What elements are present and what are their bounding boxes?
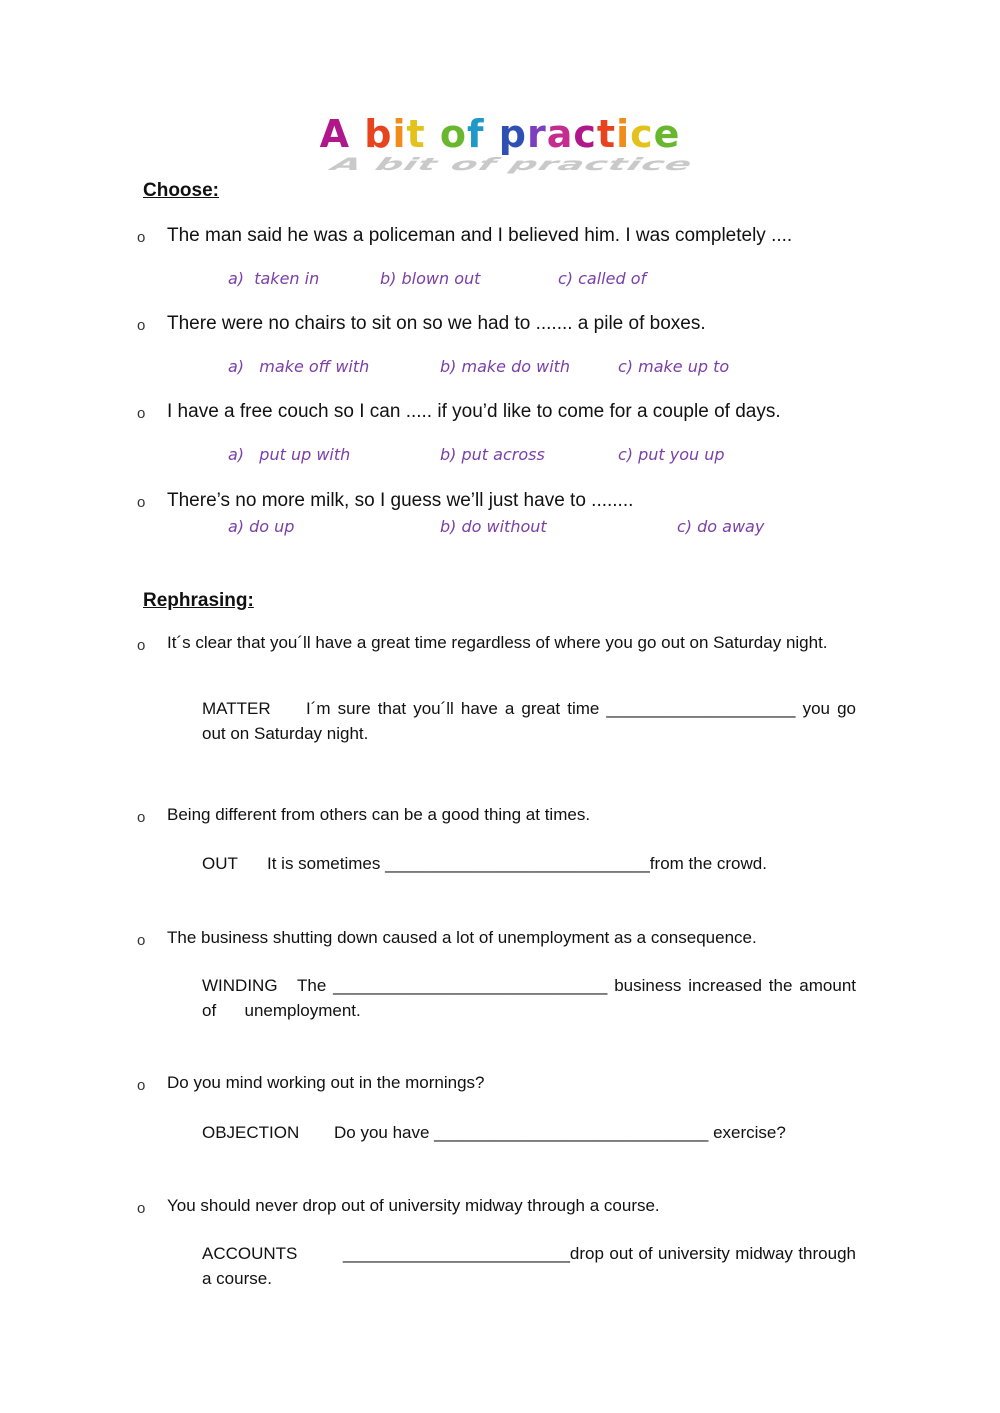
answer-text-4: Do you have _____________________________ exercise? (334, 1123, 786, 1142)
title-letter: A (319, 112, 350, 156)
choose-question-1: The man said he was a policeman and I believed him. I was completely .... (167, 225, 793, 246)
choose-4-option-c[interactable]: c) do away (677, 517, 765, 536)
choose-1-option-a[interactable]: a) taken in (228, 269, 320, 288)
choose-3-option-a[interactable]: a) put up with (228, 445, 351, 464)
bullet-icon: o (137, 317, 146, 334)
rephrase-question-5: You should never drop out of university midway through a course. (167, 1196, 660, 1215)
title-container (0, 112, 1000, 174)
rephrasing-heading: Rephrasing: (143, 590, 254, 611)
rephrase-question-3: The business shutting down caused a lot of unemployment as a consequence. (167, 928, 757, 947)
bullet-icon: o (137, 229, 146, 246)
title-letter: c (630, 112, 654, 156)
bullet-icon: o (137, 1200, 146, 1217)
title-letter: i (392, 112, 407, 156)
title-letter: b (364, 112, 393, 156)
bullet-icon: o (137, 1077, 146, 1094)
answer-text-1: I´m sure that you´ll have a great time ____________________ you go out on Saturday night. (202, 699, 856, 743)
rephrase-question-4: Do you mind working out in the mornings? (167, 1073, 485, 1092)
page-title (319, 112, 701, 174)
title-letter (426, 112, 440, 156)
rephrase-answer-5[interactable] (202, 1241, 856, 1291)
answer-text-3: The _____________________________ business increased the amount of unemployment. (202, 976, 861, 1020)
title-letter: a (546, 112, 574, 156)
choose-question-3: I have a free couch so I can ..... if you’d like to come for a couple of days. (167, 401, 781, 422)
rephrase-question-1: It´s clear that you´ll have a great time regardless of where you go out on Saturday night. (167, 633, 828, 652)
choose-3-option-b[interactable]: b) put across (440, 445, 545, 464)
bullet-icon: o (137, 637, 146, 654)
title-shadow: A bit of practice (323, 154, 701, 174)
rephrase-answer-3[interactable] (202, 973, 861, 1023)
answer-text-2: It is sometimes ____________________________from the crowd. (267, 854, 767, 873)
title-letter: c (573, 112, 597, 156)
choose-heading: Choose: (143, 180, 219, 201)
title-letter: t (406, 112, 426, 156)
title-letter: f (466, 112, 485, 156)
rephrase-answer-2[interactable] (202, 851, 856, 876)
title-letter: p (498, 112, 527, 156)
title-letter: o (439, 112, 467, 156)
title-letter: i (616, 112, 631, 156)
rephrase-question-2: Being different from others can be a good thing at times. (167, 805, 591, 824)
choose-2-option-b[interactable]: b) make do with (440, 357, 571, 376)
choose-2-option-c[interactable]: c) make up to (618, 357, 730, 376)
choose-3-option-c[interactable]: c) put you up (618, 445, 725, 464)
choose-2-option-a[interactable]: a) make off with (228, 357, 370, 376)
title-letter: e (653, 112, 681, 156)
answer-text-5: ________________________drop out of university midway through a course. (202, 1244, 856, 1288)
keyword-objection: OBJECTION (202, 1123, 300, 1142)
choose-4-option-a[interactable]: a) do up (228, 517, 295, 536)
keyword-out: OUT (202, 854, 238, 873)
rephrase-answer-1[interactable] (202, 696, 856, 746)
choose-1-option-b[interactable]: b) blown out (380, 269, 481, 288)
bullet-icon: o (137, 809, 146, 826)
title-letter: r (526, 112, 547, 156)
choose-question-4: There’s no more milk, so I guess we’ll just have to ........ (167, 490, 634, 511)
title-letter: t (596, 112, 617, 156)
choose-4-option-b[interactable]: b) do without (440, 517, 547, 536)
title-text (320, 112, 681, 156)
choose-1-option-c[interactable]: c) called of (558, 269, 647, 288)
bullet-icon: o (137, 494, 146, 511)
keyword-accounts: ACCOUNTS (202, 1244, 298, 1263)
choose-question-2: There were no chairs to sit on so we had to ....... a pile of boxes. (167, 313, 706, 334)
bullet-icon: o (137, 405, 146, 422)
keyword-matter: MATTER (202, 699, 271, 718)
bullet-icon: o (137, 932, 146, 949)
title-letter (350, 112, 364, 156)
keyword-winding: WINDING (202, 976, 278, 995)
title-letter (485, 112, 499, 156)
rephrase-answer-4[interactable] (202, 1120, 856, 1145)
